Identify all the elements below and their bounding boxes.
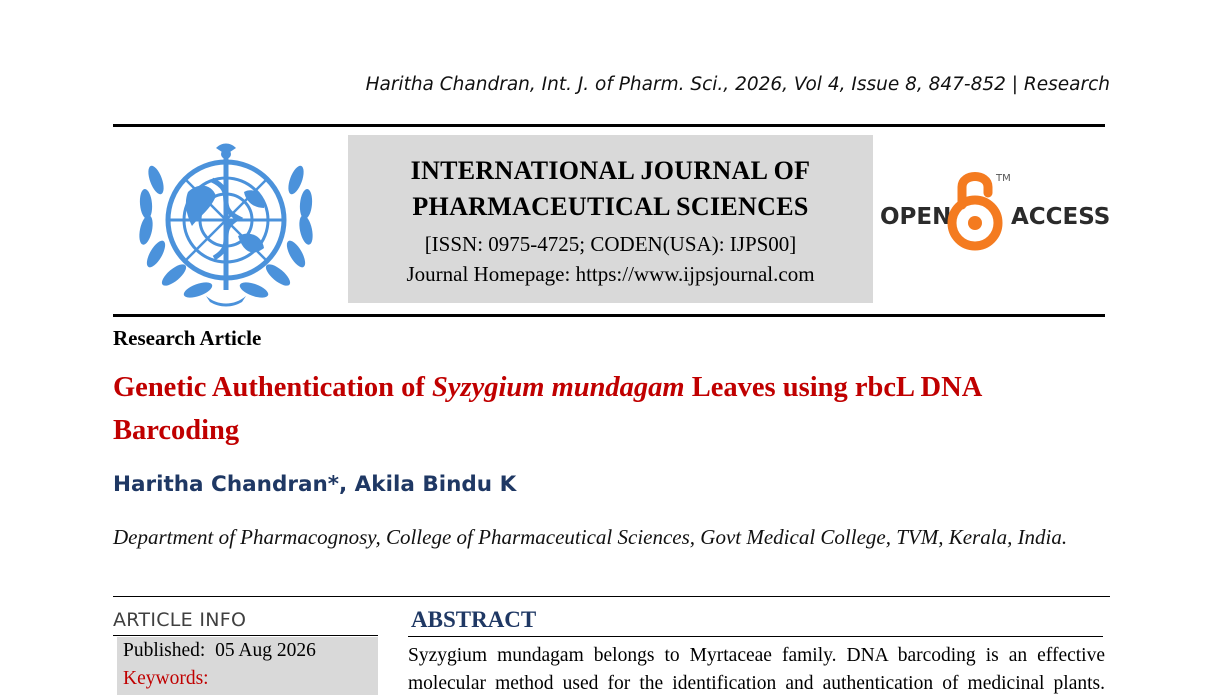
journal-name-line1: INTERNATIONAL JOURNAL OF	[410, 156, 811, 185]
title-part-1: Genetic Authentication of	[113, 372, 433, 403]
article-info-panel	[117, 637, 378, 695]
abstract-rule	[408, 636, 1103, 637]
journal-banner	[348, 135, 873, 303]
article-type: Research Article	[113, 326, 262, 350]
abstract-line-2: molecular method used for the identification and authentication of medicinal plants.	[408, 673, 1105, 694]
article-info-rule	[113, 635, 378, 636]
published-date: 05 Aug 2026	[215, 640, 316, 661]
citation-header: Haritha Chandran, Int. J. of Pharm. Sci., 2026, Vol 4, Issue 8, 847-852 | Research	[365, 74, 1110, 95]
open-access-tm: TM	[996, 173, 1011, 184]
authors: Haritha Chandran*, Akila Bindu K	[113, 472, 517, 497]
journal-name-line2: PHARMACEUTICAL SCIENCES	[412, 192, 809, 221]
affiliation: Department of Pharmacognosy, College of Pharmaceutical Sciences, Govt Medical College, TVM, Kerala, India.	[113, 525, 1068, 549]
abstract-line-1: Syzygium mundagam belongs to Myrtaceae family. DNA barcoding is an effective	[408, 645, 1105, 666]
open-lock-icon	[952, 177, 998, 247]
published-label: Published:	[123, 640, 206, 661]
header-bottom-divider	[113, 314, 1105, 317]
journal-name	[348, 153, 873, 225]
journal-issn: [ISSN: 0975-4725; CODEN(USA): IJPS00]	[424, 232, 797, 256]
title-part-2: Leaves using rbcL DNA Barcoding	[113, 372, 981, 446]
open-access-logo	[878, 163, 1110, 253]
keywords-label: Keywords:	[123, 668, 209, 689]
un-emblem-logo	[126, 140, 326, 308]
article-info-heading: ARTICLE INFO	[113, 609, 247, 631]
open-access-open-text: OPEN	[880, 204, 952, 230]
abstract-text	[408, 642, 1105, 698]
open-access-access-text: ACCESS	[1011, 204, 1110, 230]
abstract-heading: ABSTRACT	[411, 607, 537, 632]
title-species-name: Syzygium mundagam	[432, 372, 685, 403]
journal-homepage: Journal Homepage: https://www.ijpsjournal.com	[406, 262, 815, 286]
published-line	[123, 637, 378, 665]
top-divider	[113, 124, 1105, 127]
article-title	[113, 366, 1113, 452]
section-divider	[113, 596, 1110, 597]
